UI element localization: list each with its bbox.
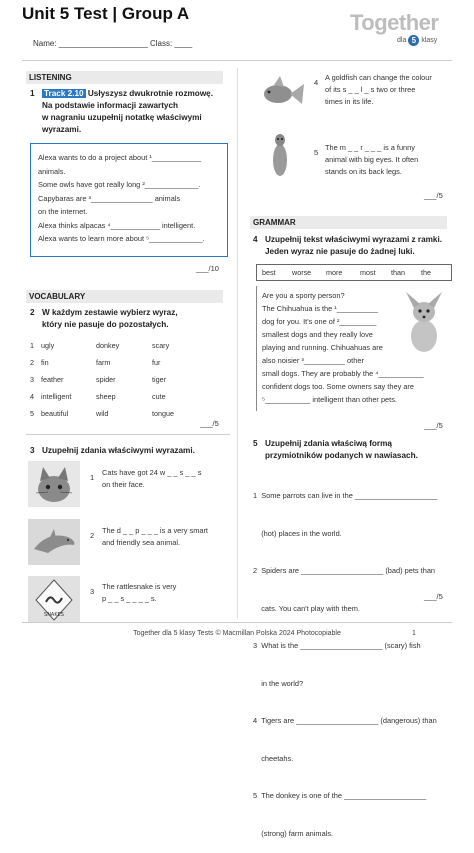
task-1-instructions: [30, 88, 230, 140]
item-line: The m _ _ r _ _ _ is a funny: [325, 143, 415, 152]
score-vocabulary: ___/5: [200, 419, 219, 428]
item-number: 4: [314, 78, 319, 87]
task5-line: 2 Spiders are ____________________ (bad) pets than: [253, 566, 436, 575]
logo: Together: [350, 10, 439, 35]
text-line: small dogs. They are probably the ⁴___________: [262, 369, 424, 378]
task-number: 5: [253, 439, 258, 448]
word-option[interactable]: intelligent: [41, 392, 72, 401]
item-line: stands on its back legs.: [325, 167, 402, 176]
task3-item: [102, 467, 232, 491]
logo-sub-text: dla: [397, 37, 407, 44]
word-option[interactable]: sheep: [96, 392, 116, 401]
notes-line: Some owls have got really long ²_____________.: [38, 180, 201, 189]
text-line: The Chihuahua is the ¹__________: [262, 304, 378, 313]
word-option[interactable]: feather: [41, 375, 64, 384]
text-line: smallest dogs and they really love: [262, 330, 373, 339]
task-number: 1: [30, 89, 35, 98]
word-option[interactable]: tongue: [152, 409, 174, 418]
notes-line: Capybaras are ³_______________ animals: [38, 193, 181, 203]
instr-text: Jeden wyraz nie pasuje do żadnej luki.: [265, 247, 415, 256]
task5-line: cheetahs.: [253, 753, 294, 763]
instr-text: Na podstawie informacji zawartych: [42, 101, 179, 110]
task-5-instructions: [253, 438, 463, 464]
notes-line: on the internet.: [38, 207, 88, 216]
task3-item: [325, 142, 465, 178]
item-number: 1: [90, 473, 95, 482]
track-badge[interactable]: Track 2.10: [44, 89, 84, 98]
task3-item: [325, 72, 465, 108]
task-4-instructions: [253, 234, 463, 260]
text-line: playing and running. Chihuahuas are: [262, 343, 383, 352]
logo-sub-text-2: klasy: [421, 37, 438, 44]
word-box-item: more: [326, 268, 343, 277]
chihuahua-image: [398, 290, 450, 356]
word-box-item: than: [391, 268, 405, 277]
instr-text: wyrazami.: [42, 125, 82, 134]
header-divider: [22, 60, 452, 61]
column-divider: [237, 68, 238, 618]
item-line: The rattlesnake is very: [102, 582, 177, 591]
instr-text: który nie pasuje do pozostałych.: [42, 320, 169, 329]
sign-label: SNAKES: [44, 612, 64, 618]
text-line: confident dogs too. Some owners say they are: [262, 382, 415, 391]
notes-line: Alexa wants to learn more about ⁵_____________.: [38, 234, 205, 243]
word-box-item: the: [421, 268, 431, 277]
text-line: dog for you. It's one of ²_________: [262, 317, 377, 326]
row-number: 5: [30, 409, 34, 418]
row-number: 1: [30, 341, 34, 350]
section-listening: LISTENING: [26, 71, 223, 84]
instr-text: Uzupełnij tekst właściwymi wyrazami z ramki.: [265, 235, 443, 244]
text-line: ⁵___________ intelligent than other pets.: [262, 395, 397, 404]
score-task3: ___/5: [424, 191, 443, 200]
footer-divider: [22, 622, 452, 623]
task-2-instructions: [30, 307, 230, 333]
snake-sign-image: [28, 576, 80, 622]
word-option[interactable]: scary: [152, 341, 170, 350]
footer-text: Together dla 5 klasy Tests © Macmillan Polska 2024 Photocopiable: [133, 630, 341, 637]
word-box-item: most: [360, 268, 376, 277]
notes-lines: [38, 151, 228, 246]
task5-line: 1 Some parrots can live in the ____________________: [253, 491, 438, 500]
grammar-text: [262, 289, 407, 367]
item-line: The d _ _ p _ _ _ is a very smart: [102, 526, 208, 535]
item-line: and friendly sea animal.: [102, 538, 181, 547]
item-line: on their face.: [102, 480, 145, 489]
task5-line: (strong) farm animals.: [253, 828, 334, 838]
instr-text: Uzupełnij zdania właściwymi wyrazami.: [42, 446, 195, 455]
page-title: Unit 5 Test | Group A: [22, 4, 190, 23]
logo-badge: 5: [408, 35, 419, 46]
word-option[interactable]: donkey: [96, 341, 120, 350]
instr-text: w nagraniu uzupełnij notatkę właściwymi: [42, 113, 202, 122]
row-number: 2: [30, 358, 34, 367]
score-grammar: ___/5: [424, 421, 443, 430]
item-line: of its s _ _ l _ s two or three: [325, 85, 416, 94]
word-option[interactable]: cute: [152, 392, 166, 401]
page-number: 1: [412, 630, 416, 637]
instr-text: Uzupełnij zdania właściwą formą: [265, 439, 392, 448]
word-box-item: worse: [292, 268, 312, 277]
word-option[interactable]: spider: [96, 375, 116, 384]
item-line: animal with big eyes. It often: [325, 155, 419, 164]
item-number: 5: [314, 148, 319, 157]
score-listening: ___/10: [196, 264, 219, 273]
instr-text: Usłyszysz dwukrotnie rozmowę.: [87, 89, 214, 98]
section-vocabulary: VOCABULARY: [26, 290, 223, 303]
grammar-text: [262, 367, 452, 406]
task5-line: 4 Tigers are ____________________ (dangerous) than: [253, 716, 437, 725]
word-option[interactable]: beautiful: [41, 409, 69, 418]
word-option[interactable]: fin: [41, 358, 49, 367]
meerkat-image: [262, 130, 298, 180]
item-line: p _ _ s _ _ _ _ s.: [102, 594, 157, 603]
task3-item: [102, 581, 232, 605]
logo-subtitle: [397, 35, 437, 46]
task5-line: (hot) places in the world.: [253, 528, 342, 538]
text-line: also noisier ³__________ other: [262, 356, 364, 365]
dolphin-image: [28, 519, 80, 565]
item-line: times in its life.: [325, 97, 374, 106]
item-line: A goldfish can change the colour: [325, 73, 432, 82]
text-line: Are you a sporty person?: [262, 291, 345, 300]
notes-line: Alexa wants to do a project about ¹____________: [38, 153, 202, 162]
score-task5: ___/5: [424, 592, 443, 601]
task5-line: in the world?: [253, 678, 304, 688]
notes-line: animals.: [38, 166, 66, 176]
task-number: 2: [30, 308, 35, 317]
divider: [26, 434, 230, 435]
task3-item: [102, 525, 232, 549]
item-number: 3: [90, 587, 95, 596]
task-1-line-1: [42, 88, 213, 100]
section-grammar: GRAMMAR: [250, 216, 447, 229]
task5-line: 5 The donkey is one of the ____________________: [253, 791, 427, 800]
task5-lines: [253, 465, 468, 853]
instr-text: W każdym zestawie wybierz wyraz,: [42, 308, 178, 317]
item-number: 2: [90, 531, 95, 540]
row-number: 4: [30, 392, 34, 401]
row-number: 3: [30, 375, 34, 384]
name-class-line: Name: ____________________ Class: ____: [33, 39, 193, 48]
notes-line: Alexa thinks alpacas ⁴____________ intelligent.: [38, 220, 196, 230]
task-number: 3: [30, 446, 35, 455]
word-option[interactable]: ugly: [41, 341, 55, 350]
word-box-item: best: [262, 268, 276, 277]
task-3-instructions: [30, 445, 235, 457]
instr-text: przymiotników podanych w nawiasach.: [265, 451, 418, 460]
task5-line: cats. You can't play with them.: [253, 603, 360, 613]
task5-line: 3 What is the ____________________ (scary) fish: [253, 641, 421, 650]
word-option[interactable]: farm: [96, 358, 111, 367]
goldfish-image: [256, 72, 306, 114]
task-number: 4: [253, 235, 258, 244]
word-option[interactable]: fur: [152, 358, 161, 367]
word-option[interactable]: tiger: [152, 375, 166, 384]
cat-image: [28, 461, 80, 507]
word-option[interactable]: wild: [96, 409, 109, 418]
item-line: Cats have got 24 w _ _ s _ _ s: [102, 468, 202, 477]
